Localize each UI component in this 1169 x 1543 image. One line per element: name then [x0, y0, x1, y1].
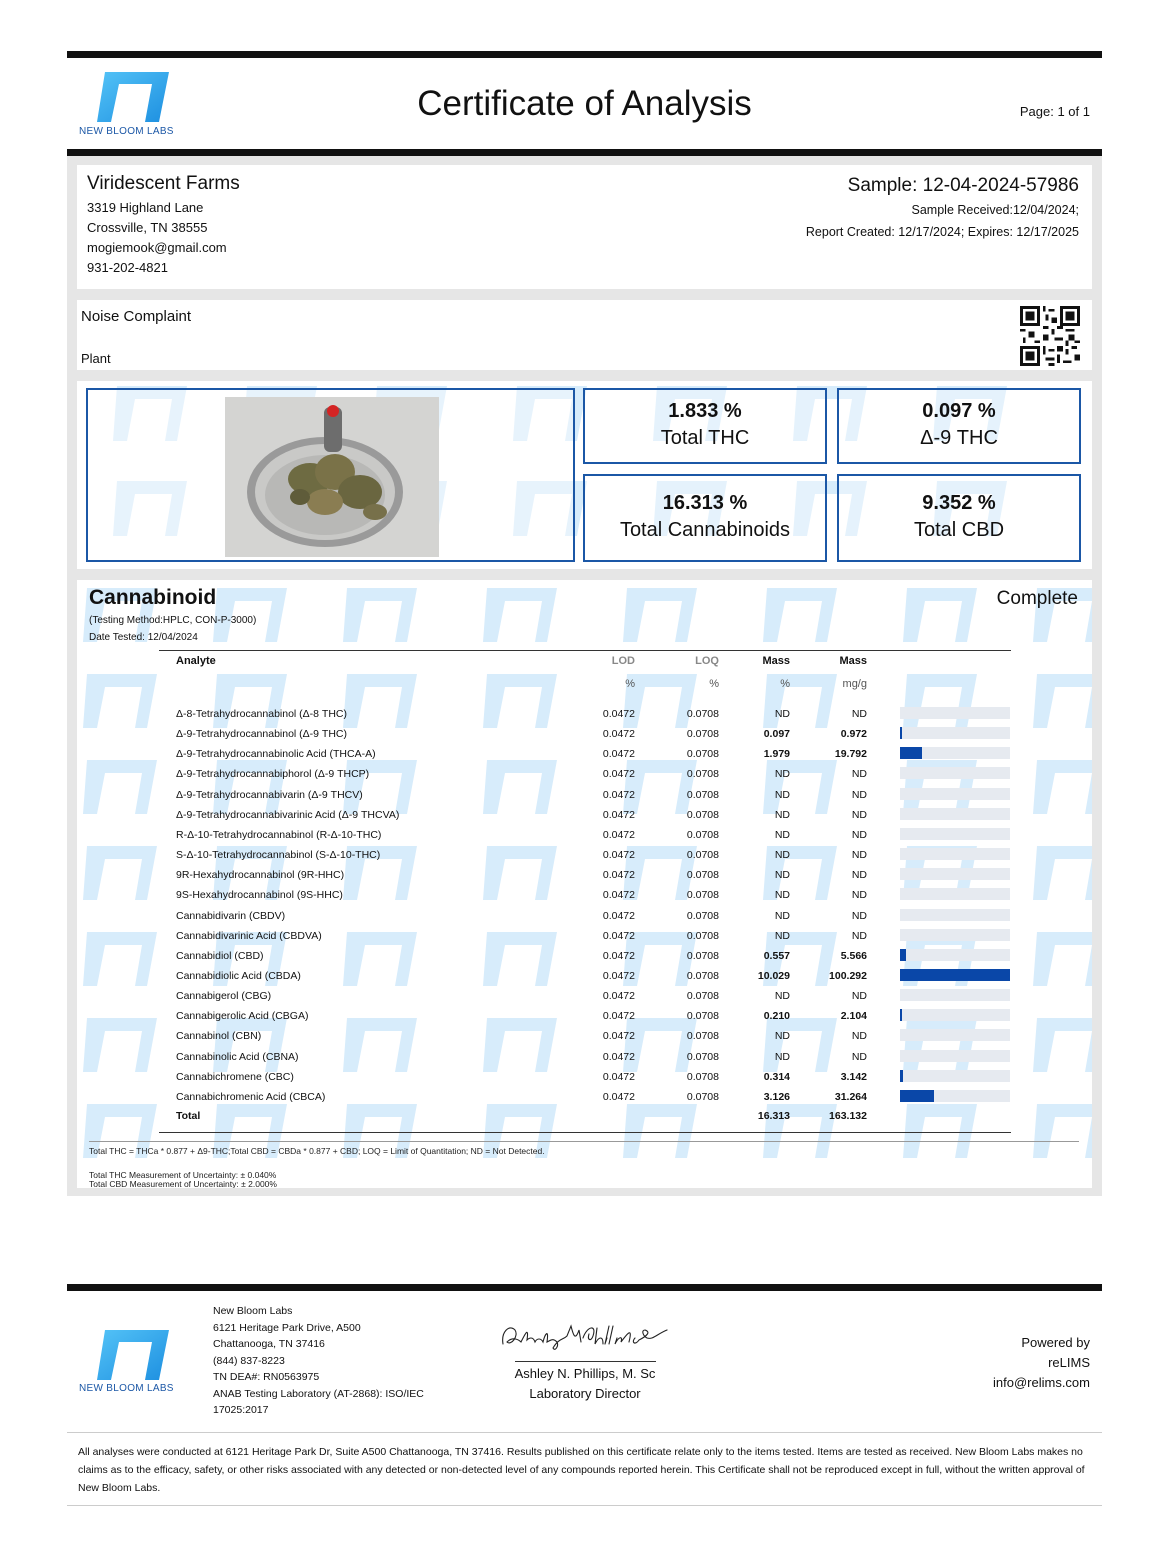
client-phone: 931-202-4821 — [87, 260, 168, 275]
analyte-bar-track — [900, 828, 1010, 840]
analyte-mass-pct: ND — [774, 849, 790, 862]
analyte-name: Δ-8-Tetrahydrocannabinol (Δ-8 THC) — [176, 708, 348, 720]
table-row — [77, 944, 1092, 964]
product-card — [77, 300, 1092, 370]
analyte-mass-pct: ND — [774, 708, 790, 720]
analyte-bar-fill — [900, 1070, 903, 1082]
table-row — [77, 1024, 1092, 1044]
table-row — [77, 1004, 1092, 1024]
table-row — [77, 783, 1092, 803]
analyte-bar-track — [900, 848, 1010, 860]
table-row — [77, 924, 1092, 944]
analyte-bar-track — [900, 747, 1010, 759]
metric-d9-thc-value: 0.097 % — [922, 400, 996, 422]
table-row — [77, 722, 1092, 742]
analyte-mass-mg: 5.566 — [840, 949, 867, 962]
footer-lab-street: 6121 Heritage Park Drive, A500 — [213, 1322, 361, 1334]
disclaimer-bottom-rule — [67, 1505, 1102, 1506]
table-total-row — [77, 1104, 1092, 1124]
analyte-mass-pct: 1.979 — [763, 748, 790, 761]
client-address-line1: 3319 Highland Lane — [87, 200, 204, 215]
analyte-bar-track — [900, 727, 1010, 739]
analyte-name: S-Δ-10-Tetrahydrocannabinol (S-Δ-10-THC) — [176, 849, 381, 862]
sample-id: Sample: 12-04-2024-57986 — [847, 175, 1079, 196]
analyte-bar-track — [900, 1050, 1010, 1062]
analyte-lod: 0.0472 — [602, 728, 635, 741]
unit-loq: % — [709, 678, 719, 690]
footer-lab-anab-cont: 17025:2017 — [213, 1404, 269, 1416]
analyte-mass-pct: ND — [774, 768, 790, 781]
analyte-bar-track — [900, 788, 1010, 800]
analyte-loq: 0.0708 — [686, 889, 719, 902]
analyte-bar-fill — [900, 1009, 902, 1021]
analyte-lod: 0.0472 — [602, 1050, 635, 1063]
col-header-loq: LOQ — [695, 655, 719, 667]
analyte-loq: 0.0708 — [686, 869, 719, 882]
footer-lab-phone: (844) 837-8223 — [213, 1355, 285, 1367]
analyte-mass-pct: ND — [774, 929, 790, 942]
analyte-mass-pct: ND — [774, 909, 790, 922]
sample-received: Sample Received:12/04/2024; — [911, 203, 1079, 217]
analyte-mass-mg: ND — [851, 828, 867, 841]
analyte-loq: 0.0708 — [686, 909, 719, 922]
analyte-bar-track — [900, 767, 1010, 779]
analyte-loq: 0.0708 — [686, 1030, 719, 1043]
client-email: mogiemook@gmail.com — [87, 240, 227, 255]
lab-logo-icon — [93, 72, 169, 122]
analyte-loq: 0.0708 — [686, 1090, 719, 1103]
analyte-loq: 0.0708 — [686, 1070, 719, 1083]
metric-d9-thc — [837, 388, 1081, 464]
analyte-lod: 0.0472 — [602, 708, 635, 720]
analyte-loq: 0.0708 — [686, 808, 719, 821]
cbd-uncertainty: Total CBD Measurement of Uncertainty: ± 2.000% — [89, 1179, 277, 1188]
client-info-card — [77, 165, 1092, 289]
footer-lab-logo-icon — [93, 1330, 169, 1380]
analyte-lod: 0.0472 — [602, 828, 635, 841]
analyte-mass-pct: ND — [774, 869, 790, 882]
analyte-lod: 0.0472 — [602, 909, 635, 922]
table-row — [77, 883, 1092, 903]
analyte-mass-mg: 2.104 — [840, 1010, 867, 1023]
table-row — [77, 742, 1092, 762]
analyte-bar-track — [900, 989, 1010, 1001]
footer-lab-dea: TN DEA#: RN0563975 — [213, 1371, 320, 1383]
table-row — [77, 1045, 1092, 1065]
analyte-lod: 0.0472 — [602, 1030, 635, 1043]
analyte-name: Cannabichromene (CBC) — [176, 1070, 294, 1083]
director-signature — [497, 1316, 677, 1356]
analyte-mass-mg: ND — [851, 990, 867, 1003]
analyte-mass-mg: ND — [851, 788, 867, 801]
analyte-mass-mg: ND — [851, 929, 867, 942]
analyte-loq: 0.0708 — [686, 949, 719, 962]
section-status: Complete — [996, 588, 1078, 609]
analyte-lod: 0.0472 — [602, 808, 635, 821]
page-title: Certificate of Analysis — [417, 84, 752, 123]
analyte-name: Cannabidiol (CBD) — [176, 949, 264, 962]
analyte-loq: 0.0708 — [686, 990, 719, 1003]
analyte-mass-mg: 3.142 — [840, 1070, 867, 1083]
analyte-mass-pct: 0.557 — [763, 949, 790, 962]
analyte-lod: 0.0472 — [602, 768, 635, 781]
analyte-mass-mg: ND — [851, 1050, 867, 1063]
analyte-lod: 0.0472 — [602, 1070, 635, 1083]
analyte-loq: 0.0708 — [686, 768, 719, 781]
analyte-mass-mg: 31.264 — [834, 1090, 867, 1103]
analyte-bar-track — [900, 1070, 1010, 1082]
disclaimer-top-rule — [67, 1432, 1102, 1433]
metric-total-cannabinoids — [583, 474, 827, 562]
analyte-mass-pct: ND — [774, 808, 790, 821]
metric-total-thc-value: 1.833 % — [668, 400, 742, 422]
total-label: Total — [176, 1110, 201, 1122]
metric-total-cannabinoids-label: Total Cannabinoids — [619, 519, 791, 541]
analyte-mass-mg: ND — [851, 889, 867, 902]
unit-lod: % — [625, 678, 635, 690]
client-name: Viridescent Farms — [87, 173, 240, 194]
qr-code-icon[interactable] — [1020, 306, 1080, 366]
section-title: Cannabinoid — [89, 586, 217, 609]
analyte-bar-track — [900, 929, 1010, 941]
analyte-mass-mg: ND — [851, 808, 867, 821]
analyte-lod: 0.0472 — [602, 949, 635, 962]
analyte-mass-pct: 0.210 — [763, 1010, 790, 1023]
metric-total-cbd-value: 9.352 % — [922, 492, 996, 514]
director-title: Laboratory Director — [529, 1386, 641, 1401]
cannabinoid-analysis-card — [77, 580, 1092, 1188]
analyte-lod: 0.0472 — [602, 788, 635, 801]
analyte-loq: 0.0708 — [686, 849, 719, 862]
analyte-bar-track — [900, 1029, 1010, 1041]
analyte-name: Cannabigerol (CBG) — [176, 990, 272, 1003]
analyte-bar-track — [900, 707, 1010, 719]
metric-total-thc-label: Total THC — [660, 427, 750, 449]
header-top-rule — [67, 51, 1102, 58]
analyte-mass-mg: ND — [851, 708, 867, 720]
analyte-bar-track — [900, 888, 1010, 900]
footer-top-rule — [67, 1284, 1102, 1291]
analyte-name: Cannabichromenic Acid (CBCA) — [176, 1090, 326, 1103]
analyte-name: R-Δ-10-Tetrahydrocannabinol (R-Δ-10-THC) — [176, 828, 382, 841]
analyte-mass-pct: ND — [774, 1030, 790, 1043]
analyte-lod: 0.0472 — [602, 929, 635, 942]
analyte-bar-fill — [900, 1090, 934, 1102]
analyte-bar-track — [900, 969, 1010, 981]
analyte-bar-track — [900, 1090, 1010, 1102]
analyte-name: Cannabidiolic Acid (CBDA) — [176, 969, 301, 982]
lab-logo — [79, 72, 183, 140]
analyte-mass-mg: 100.292 — [829, 969, 867, 982]
analyte-bar-fill — [900, 727, 902, 739]
formula-footnote: Total THC = THCa * 0.877 + Δ9-THC;Total CBD = CBDa * 0.877 + CBD; LOQ = Limit of Quantitation; ND = Not Detected. — [89, 1146, 545, 1156]
footer-lab-anab: ANAB Testing Laboratory (AT-2868): ISO/IEC — [213, 1388, 424, 1400]
analyte-bar-track — [900, 949, 1010, 961]
analyte-loq: 0.0708 — [686, 828, 719, 841]
table-row — [77, 984, 1092, 1004]
analyte-mass-pct: ND — [774, 788, 790, 801]
analyte-name: Δ-9-Tetrahydrocannabinolic Acid (THCA-A) — [176, 748, 376, 761]
analyte-mass-pct: ND — [774, 1050, 790, 1063]
testing-method: (Testing Method:HPLC, CON-P-3000) — [89, 615, 257, 626]
table-row — [77, 1065, 1092, 1085]
table-top-rule — [159, 650, 1011, 651]
analyte-mass-mg: ND — [851, 849, 867, 862]
analyte-lod: 0.0472 — [602, 849, 635, 862]
footer-lab-name: New Bloom Labs — [213, 1305, 293, 1317]
analyte-loq: 0.0708 — [686, 728, 719, 741]
signature-line — [515, 1361, 656, 1362]
metric-total-cbd — [837, 474, 1081, 562]
thc-uncertainty: Total THC Measurement of Uncertainty: ± 0.040% — [89, 1170, 277, 1180]
unit-mass-pct: % — [780, 678, 790, 690]
analyte-mass-pct: 0.314 — [763, 1070, 790, 1083]
analyte-name: Δ-9-Tetrahydrocannabivarinic Acid (Δ-9 THCVA) — [176, 808, 400, 821]
analyte-lod: 0.0472 — [602, 990, 635, 1003]
analyte-mass-mg: 19.792 — [834, 748, 867, 761]
analyte-bar-track — [900, 868, 1010, 880]
table-row — [77, 843, 1092, 863]
product-name: Noise Complaint — [81, 308, 192, 325]
col-header-mass-mg: Mass — [839, 655, 867, 667]
analyte-bar-fill — [900, 747, 922, 759]
sample-photo — [225, 397, 439, 557]
total-mass-pct: 16.313 — [757, 1110, 790, 1122]
analyte-loq: 0.0708 — [686, 969, 719, 982]
unit-mass-mg: mg/g — [842, 678, 867, 690]
metric-total-thc — [583, 388, 827, 464]
analyte-loq: 0.0708 — [686, 929, 719, 942]
analyte-bar-fill — [900, 969, 1010, 981]
analyte-loq: 0.0708 — [686, 708, 719, 720]
analyte-bar-track — [900, 808, 1010, 820]
analyte-name: 9S-Hexahydrocannabinol (9S-HHC) — [176, 889, 343, 902]
potency-summary-card — [77, 381, 1092, 569]
analyte-name: Cannabidivarinic Acid (CBDVA) — [176, 929, 322, 942]
analyte-name: Δ-9-Tetrahydrocannabiphorol (Δ-9 THCP) — [176, 768, 370, 781]
analyte-loq: 0.0708 — [686, 788, 719, 801]
analyte-loq: 0.0708 — [686, 1010, 719, 1023]
analyte-mass-pct: 0.097 — [763, 728, 790, 741]
report-dates: Report Created: 12/17/2024; Expires: 12/17/2025 — [805, 225, 1079, 239]
table-row — [77, 823, 1092, 843]
disclaimer-text: All analyses were conducted at 6121 Heritage Park Dr, Suite A500 Chattanooga, TN 37416. Results published on this certificate relate only to the items tested. Items are tested as received. New Bloom Labs makes no claims as to the efficacy, safety, or other risks associated with any detected or non-detected level of any compounds reported herein. This Certificate shall not be reproduced except in full, without the written approval of New Bloom Labs. — [78, 1446, 1085, 1494]
client-address-line2: Crossville, TN 38555 — [87, 220, 208, 235]
date-tested: Date Tested: 12/04/2024 — [89, 632, 198, 643]
powered-by-brand: reLIMS — [1048, 1355, 1090, 1370]
footer-lab-logo-text: NEW BLOOM LABS — [79, 1383, 174, 1394]
table-row — [77, 762, 1092, 782]
analyte-mass-pct: ND — [774, 889, 790, 902]
analyte-name: Δ-9-Tetrahydrocannabivarin (Δ-9 THCV) — [176, 788, 363, 801]
sample-photo-image — [225, 397, 439, 557]
analyte-bar-fill — [900, 949, 906, 961]
footer-lab-city: Chattanooga, TN 37416 — [213, 1338, 325, 1350]
director-name: Ashley N. Phillips, M. Sc — [514, 1366, 656, 1381]
analyte-mass-pct: 3.126 — [763, 1090, 790, 1103]
table-base-rule — [89, 1141, 1079, 1142]
analyte-mass-mg: ND — [851, 1030, 867, 1043]
lab-logo-text: NEW BLOOM LABS — [79, 126, 174, 137]
analyte-bar-track — [900, 1009, 1010, 1021]
metric-total-cbd-label: Total CBD — [913, 519, 1005, 541]
analyte-name: 9R-Hexahydrocannabinol (9R-HHC) — [176, 869, 345, 882]
metric-total-cannabinoids-value: 16.313 % — [662, 492, 748, 514]
product-type: Plant — [81, 351, 111, 366]
analyte-mass-mg: ND — [851, 768, 867, 781]
analyte-lod: 0.0472 — [602, 889, 635, 902]
total-mass-mg: 163.132 — [829, 1110, 867, 1122]
footer-lab-logo — [79, 1330, 183, 1398]
analyte-mass-mg: 0.972 — [840, 728, 867, 741]
table-row — [77, 803, 1092, 823]
analyte-lod: 0.0472 — [602, 1090, 635, 1103]
analyte-mass-pct: ND — [774, 990, 790, 1003]
table-row — [77, 964, 1092, 984]
analyte-lod: 0.0472 — [602, 748, 635, 761]
table-row — [77, 863, 1092, 883]
analyte-loq: 0.0708 — [686, 1050, 719, 1063]
col-header-mass-pct: Mass — [762, 655, 790, 667]
powered-by-email[interactable]: info@relims.com — [993, 1375, 1090, 1390]
analyte-lod: 0.0472 — [602, 1010, 635, 1023]
analyte-mass-mg: ND — [851, 909, 867, 922]
powered-by-text: Powered by — [1021, 1335, 1090, 1350]
table-row — [77, 1085, 1092, 1105]
analyte-mass-mg: ND — [851, 869, 867, 882]
table-row — [77, 904, 1092, 924]
analyte-bar-track — [900, 909, 1010, 921]
metric-d9-thc-label: Δ-9 THC — [920, 427, 998, 449]
analyte-name: Cannabinolic Acid (CBNA) — [176, 1050, 299, 1063]
analyte-name: Cannabigerolic Acid (CBGA) — [176, 1010, 309, 1023]
table-row — [77, 702, 1092, 722]
analyte-name: Cannabidivarin (CBDV) — [176, 909, 286, 922]
sample-photo-frame — [86, 388, 575, 562]
analyte-mass-pct: ND — [774, 828, 790, 841]
col-header-lod: LOD — [611, 655, 635, 667]
analyte-mass-pct: 10.029 — [757, 969, 790, 982]
analyte-lod: 0.0472 — [602, 969, 635, 982]
col-header-analyte: Analyte — [176, 655, 216, 667]
header-bottom-rule — [67, 149, 1102, 156]
page-number: Page: 1 of 1 — [1019, 104, 1090, 119]
analyte-name: Δ-9-Tetrahydrocannabinol (Δ-9 THC) — [176, 728, 348, 741]
analyte-lod: 0.0472 — [602, 869, 635, 882]
analyte-loq: 0.0708 — [686, 748, 719, 761]
table-bottom-rule — [159, 1132, 1011, 1133]
analyte-name: Cannabinol (CBN) — [176, 1030, 262, 1043]
